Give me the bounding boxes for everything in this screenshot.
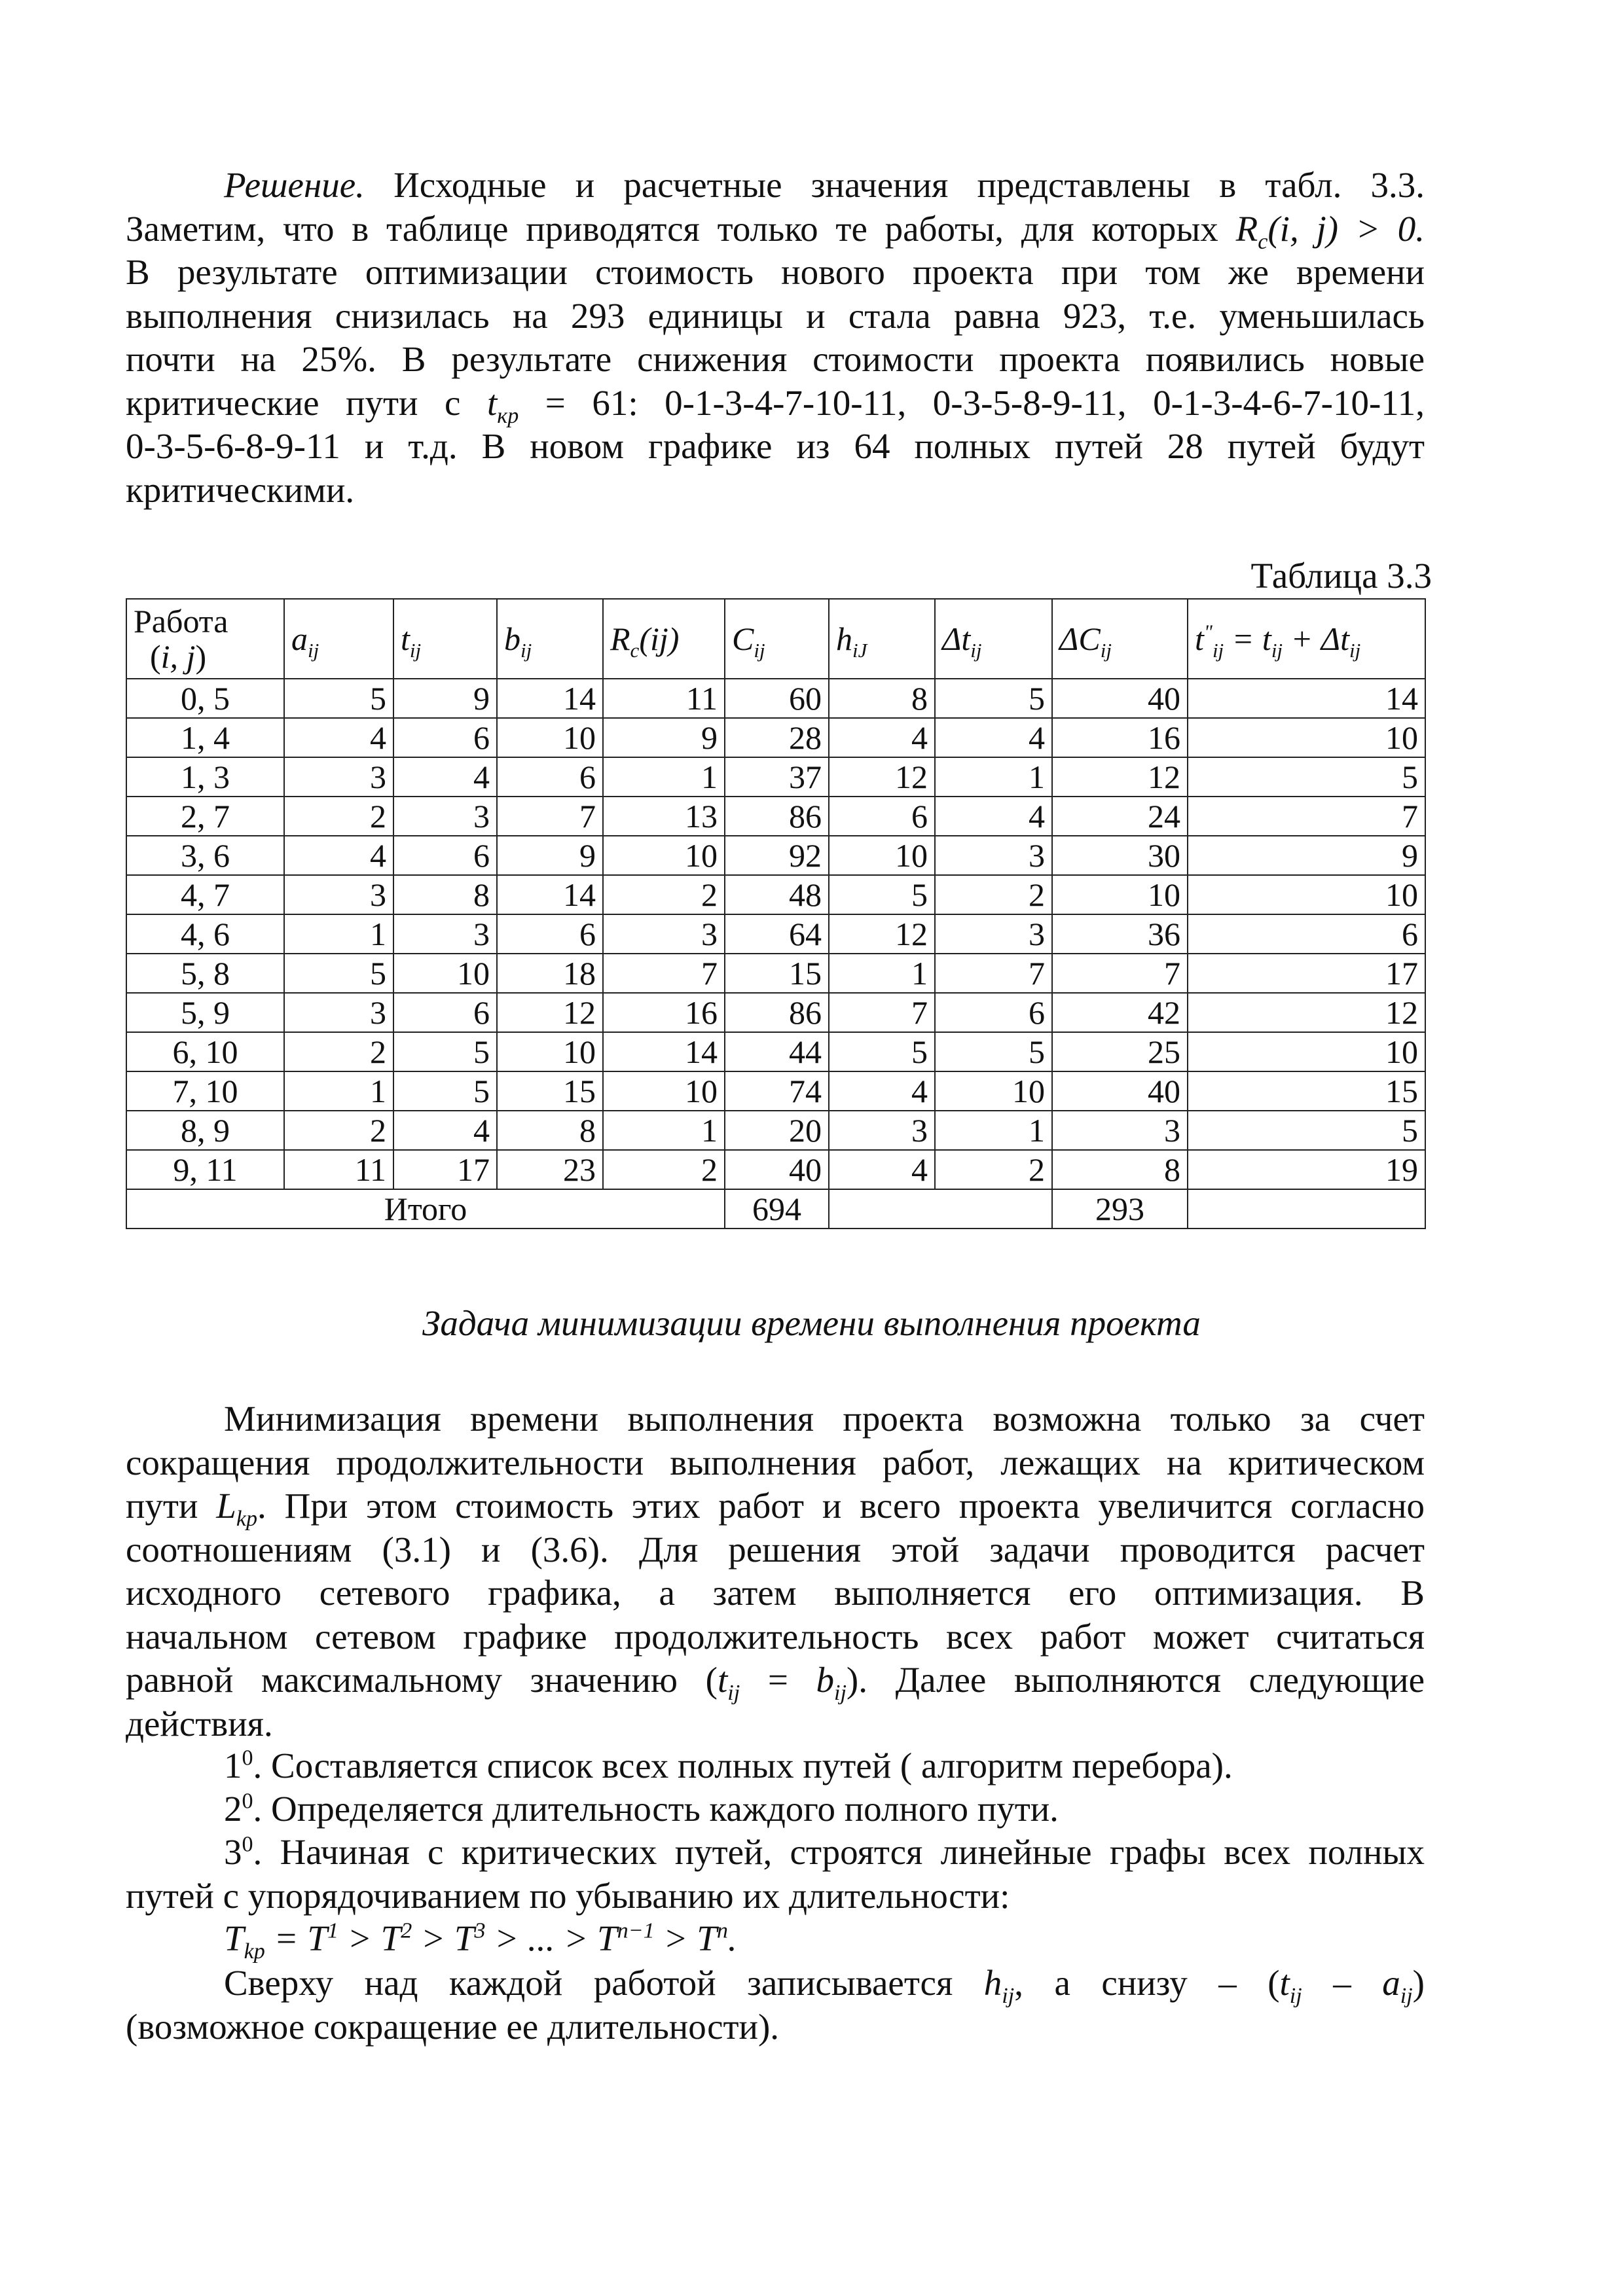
value-cell: 37: [725, 757, 829, 797]
value-cell: 5: [829, 1032, 935, 1071]
formula-line: $T_{kp} = T^1 > T^2 > T^3$ > ... > $T^{n-1} > T^n$.: [224, 1918, 737, 1964]
col-header-a: $a_{ij}$: [284, 599, 393, 679]
value-cell: 12: [1052, 757, 1188, 797]
value-cell: 19: [1188, 1150, 1425, 1189]
value-cell: 3: [935, 836, 1052, 875]
table-row: [126, 1032, 1425, 1071]
value-cell: 11: [603, 679, 725, 718]
step-1: $1^0$. Составляется список всех полных путей ( алгоритм перебора).: [224, 1746, 1233, 1785]
intro-line-3: В результате оптимизации стоимость нового проекта при том же времени: [126, 252, 1425, 292]
value-cell: 9: [1188, 836, 1425, 875]
value-cell: 8: [393, 875, 497, 914]
value-cell: 16: [603, 993, 725, 1032]
value-cell: 6: [497, 914, 603, 954]
value-cell: 3: [284, 757, 393, 797]
value-cell: 3: [284, 993, 393, 1032]
col-header-h: $h_{iJ}$: [829, 599, 935, 679]
col-header-b: $b_{ij}$: [497, 599, 603, 679]
value-cell: 6: [393, 993, 497, 1032]
body-line-5: исходного сетевого графика, а затем выполняется его оптимизация. В: [126, 1573, 1425, 1613]
total-label: Итого: [126, 1189, 725, 1229]
value-cell: 10: [603, 836, 725, 875]
value-cell: 40: [1052, 1071, 1188, 1111]
value-cell: 28: [725, 718, 829, 757]
value-cell: 7: [603, 954, 725, 993]
value-cell: 7: [829, 993, 935, 1032]
value-cell: 5: [935, 1032, 1052, 1071]
body-line-3: пути $L_{kp}$. При этом стоимость этих работ и всего проекта увеличится согласно: [126, 1486, 1425, 1531]
table-row: [126, 757, 1425, 797]
value-cell: 3: [284, 875, 393, 914]
work-cell: 2, 7: [126, 797, 284, 836]
value-cell: 86: [725, 797, 829, 836]
value-cell: 4: [829, 718, 935, 757]
step-2: $2^0$. Определяется длительность каждого полного пути.: [224, 1789, 1059, 1829]
value-cell: 74: [725, 1071, 829, 1111]
value-cell: 60: [725, 679, 829, 718]
value-cell: 6: [1188, 914, 1425, 954]
value-cell: 3: [1052, 1111, 1188, 1150]
work-cell: 0, 5: [126, 679, 284, 718]
value-cell: 2: [935, 875, 1052, 914]
value-cell: 10: [1052, 875, 1188, 914]
value-cell: 17: [1188, 954, 1425, 993]
value-cell: 42: [1052, 993, 1188, 1032]
value-cell: 10: [603, 1071, 725, 1111]
value-cell: 18: [497, 954, 603, 993]
intro-line-7: 0-3-5-6-8-9-11 и т.д. В новом графике из 64 полных путей 28 путей будут: [126, 426, 1425, 466]
value-cell: 6: [497, 757, 603, 797]
value-cell: 44: [725, 1032, 829, 1071]
value-cell: 1: [935, 757, 1052, 797]
value-cell: 7: [935, 954, 1052, 993]
value-cell: 1: [603, 1111, 725, 1150]
value-cell: 8: [1052, 1150, 1188, 1189]
value-cell: 4: [393, 1111, 497, 1150]
work-cell: 9, 11: [126, 1150, 284, 1189]
table-row: [126, 1111, 1425, 1150]
value-cell: 10: [1188, 1032, 1425, 1071]
table-row: [126, 797, 1425, 836]
value-cell: 1: [284, 914, 393, 954]
final-line-2: (возможное сокращение ее длительности).: [126, 2006, 780, 2047]
col-header-c: $C_{ij}$: [725, 599, 829, 679]
value-cell: 15: [725, 954, 829, 993]
value-cell: 13: [603, 797, 725, 836]
total-empty-1: [829, 1189, 1052, 1229]
table-row: [126, 875, 1425, 914]
work-cell: 7, 10: [126, 1071, 284, 1111]
value-cell: 64: [725, 914, 829, 954]
value-cell: 14: [497, 875, 603, 914]
work-cell: 6, 10: [126, 1032, 284, 1071]
value-cell: 40: [1052, 679, 1188, 718]
value-cell: 5: [393, 1032, 497, 1071]
value-cell: 1: [935, 1111, 1052, 1150]
value-cell: 5: [1188, 757, 1425, 797]
value-cell: 10: [829, 836, 935, 875]
value-cell: 30: [1052, 836, 1188, 875]
step-3-line-2: путей с упорядочиванием по убыванию их длительности:: [126, 1875, 1010, 1916]
table-body: [126, 679, 1425, 1189]
value-cell: 12: [497, 993, 603, 1032]
value-cell: 3: [393, 914, 497, 954]
intro-line-5: почти на 25%. В результате снижения стоимости проекта появились новые: [126, 339, 1425, 379]
total-dc: 293: [1052, 1189, 1188, 1229]
value-cell: 4: [393, 757, 497, 797]
value-cell: 14: [1188, 679, 1425, 718]
value-cell: 10: [497, 718, 603, 757]
value-cell: 23: [497, 1150, 603, 1189]
value-cell: 5: [829, 875, 935, 914]
value-cell: 20: [725, 1111, 829, 1150]
value-cell: 6: [829, 797, 935, 836]
value-cell: 6: [393, 836, 497, 875]
value-cell: 3: [935, 914, 1052, 954]
value-cell: 2: [603, 1150, 725, 1189]
value-cell: 2: [284, 1032, 393, 1071]
body-paragraph: [126, 1397, 1425, 1746]
value-cell: 10: [393, 954, 497, 993]
value-cell: 5: [284, 954, 393, 993]
col-header-rc: $R_c(ij)$: [603, 599, 725, 679]
value-cell: 4: [829, 1071, 935, 1111]
value-cell: 1: [829, 954, 935, 993]
col-header-dc: $\Delta C_{ij}$: [1052, 599, 1188, 679]
value-cell: 2: [284, 1111, 393, 1150]
value-cell: 1: [603, 757, 725, 797]
total-empty-2: [1188, 1189, 1425, 1229]
col-header-t: $t_{ij}$: [393, 599, 497, 679]
body-line-4: соотношениям (3.1) и (3.6). Для решения этой задачи проводится расчет: [126, 1529, 1425, 1570]
table-row: [126, 993, 1425, 1032]
value-cell: 10: [497, 1032, 603, 1071]
work-cell: 1, 4: [126, 718, 284, 757]
value-cell: 9: [497, 836, 603, 875]
value-cell: 15: [1188, 1071, 1425, 1111]
work-cell: 4, 7: [126, 875, 284, 914]
value-cell: 92: [725, 836, 829, 875]
value-cell: 40: [725, 1150, 829, 1189]
value-cell: 2: [603, 875, 725, 914]
value-cell: 12: [829, 757, 935, 797]
table-3-3: [126, 598, 1426, 1229]
value-cell: 12: [1188, 993, 1425, 1032]
value-cell: 6: [393, 718, 497, 757]
intro-line-4: выполнения снизилась на 293 единицы и стала равна 923, т.е. уменьшилась: [126, 295, 1425, 336]
value-cell: 4: [935, 797, 1052, 836]
work-cell: 3, 6: [126, 836, 284, 875]
table-row: [126, 1150, 1425, 1189]
value-cell: 5: [1188, 1111, 1425, 1150]
intro-paragraph: [126, 164, 1425, 512]
value-cell: 24: [1052, 797, 1188, 836]
value-cell: 8: [829, 679, 935, 718]
work-cell: 1, 3: [126, 757, 284, 797]
work-cell: 5, 9: [126, 993, 284, 1032]
intro-line-2: Заметим, что в таблице приводятся только те работы, для которых $R_c(i$, j) > 0.: [126, 208, 1425, 254]
value-cell: 9: [393, 679, 497, 718]
value-cell: 2: [935, 1150, 1052, 1189]
value-cell: 86: [725, 993, 829, 1032]
value-cell: 3: [829, 1111, 935, 1150]
value-cell: 3: [603, 914, 725, 954]
intro-line-6: критические пути с $t_{кр} = 61$: 0-1-3-4-7-10-11, 0-3-5-8-9-11, 0-1-3-4-6-7-10-11,: [126, 382, 1425, 428]
value-cell: 25: [1052, 1032, 1188, 1071]
body-line-8: действия.: [126, 1703, 273, 1744]
table-row: [126, 718, 1425, 757]
table-row: [126, 836, 1425, 875]
table-row: [126, 679, 1425, 718]
value-cell: 3: [393, 797, 497, 836]
table-header-row: [126, 599, 1425, 679]
intro-line-1: Решение. Исходные и расчетные значения представлены в табл. 3.3.: [224, 165, 1425, 205]
table-total-row: [126, 1189, 1425, 1229]
value-cell: 4: [829, 1150, 935, 1189]
total-c: 694: [725, 1189, 829, 1229]
body-line-7: равной максимальному значению $(t_{ij} = b_{ij})$. Далее выполняются следующие: [126, 1660, 1425, 1705]
value-cell: 12: [829, 914, 935, 954]
value-cell: 10: [1188, 875, 1425, 914]
body-line-2: сокращения продолжительности выполнения работ, лежащих на критическом: [126, 1442, 1425, 1482]
work-cell: 8, 9: [126, 1111, 284, 1150]
table-row: [126, 1071, 1425, 1111]
value-cell: 48: [725, 875, 829, 914]
col-header-tnew: $t^"_{ij} = t_{ij} + \Delta t_{ij}$: [1188, 599, 1425, 679]
value-cell: 10: [935, 1071, 1052, 1111]
value-cell: 4: [935, 718, 1052, 757]
step-3: [126, 1831, 1425, 1918]
final-paragraph: [126, 1962, 1425, 2049]
value-cell: 14: [497, 679, 603, 718]
value-cell: 9: [603, 718, 725, 757]
value-cell: 4: [284, 718, 393, 757]
value-cell: 5: [284, 679, 393, 718]
final-line-1: Сверху над каждой работой записывается $h_{ij}$, а снизу – $(t_{ij} - a_{ij})$: [224, 1963, 1425, 2008]
work-cell: 5, 8: [126, 954, 284, 993]
value-cell: 7: [1052, 954, 1188, 993]
value-cell: 7: [1188, 797, 1425, 836]
work-cell: 4, 6: [126, 914, 284, 954]
value-cell: 16: [1052, 718, 1188, 757]
value-cell: 15: [497, 1071, 603, 1111]
value-cell: 6: [935, 993, 1052, 1032]
col-header-work: Работа (i, j): [126, 599, 284, 679]
table-caption: Таблица 3.3: [1250, 556, 1432, 596]
body-line-6: начальном сетевом графике продолжительность всех работ может считаться: [126, 1616, 1425, 1657]
step-3-line-1: $3^0$. Начиная с критических путей, строятся линейные графы всех полных: [224, 1832, 1425, 1872]
value-cell: 5: [935, 679, 1052, 718]
value-cell: 11: [284, 1150, 393, 1189]
value-cell: 14: [603, 1032, 725, 1071]
value-cell: 8: [497, 1111, 603, 1150]
value-cell: 5: [393, 1071, 497, 1111]
value-cell: 2: [284, 797, 393, 836]
value-cell: 36: [1052, 914, 1188, 954]
intro-line-8: критическими.: [126, 469, 355, 510]
value-cell: 10: [1188, 718, 1425, 757]
table-row: [126, 914, 1425, 954]
section-title: Задача минимизации времени выполнения проекта: [422, 1303, 1201, 1343]
value-cell: 17: [393, 1150, 497, 1189]
value-cell: 4: [284, 836, 393, 875]
col-header-dt: $\Delta t_{ij}$: [935, 599, 1052, 679]
table-row: [126, 954, 1425, 993]
value-cell: 7: [497, 797, 603, 836]
body-line-1: Минимизация времени выполнения проекта возможна только за счет: [224, 1399, 1425, 1439]
value-cell: 1: [284, 1071, 393, 1111]
